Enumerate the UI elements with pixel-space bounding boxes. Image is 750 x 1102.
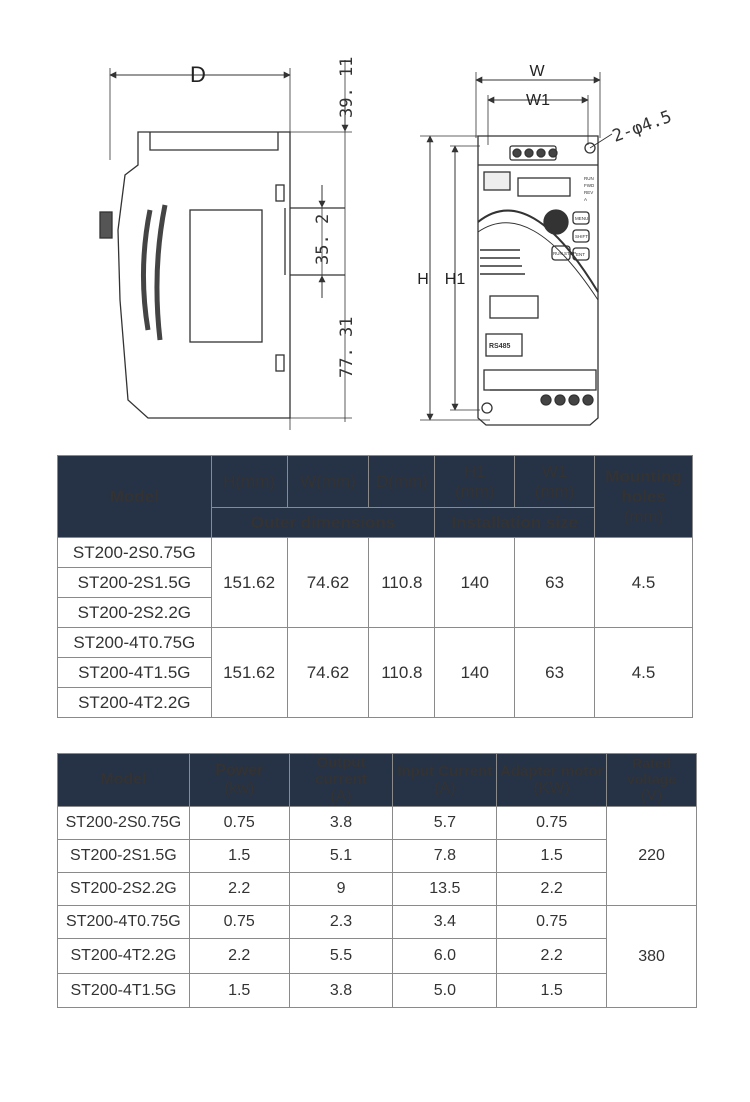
run-stop-button-label: RUN STOP	[553, 251, 577, 256]
t2-out-cell: 3.8	[289, 974, 393, 1008]
t1-w1-cell: 63	[515, 628, 595, 718]
t1-col-w1	[515, 456, 595, 508]
t2-motor-cell: 1.5	[497, 974, 607, 1008]
t2-col-out-unit: (A)	[330, 788, 352, 805]
t1-model-cell: ST200-2S1.5G	[58, 568, 212, 598]
t2-power-cell: 2.2	[189, 939, 289, 974]
electrical-table	[57, 753, 697, 1008]
t2-volt-cell: 220	[607, 807, 697, 906]
dim-39-11: 39. 11	[337, 56, 357, 118]
t2-out-cell: 5.5	[289, 939, 393, 974]
t2-power-cell: 1.5	[189, 840, 289, 873]
t1-col-mount-name2: holes	[621, 486, 666, 506]
t1-col-d: D(mm)	[369, 456, 435, 508]
t1-model-cell: ST200-2S2.2G	[58, 598, 212, 628]
led-run: RUN	[584, 176, 594, 181]
t1-col-h1-name: H1	[463, 461, 486, 481]
t2-model-cell: ST200-2S0.75G	[58, 807, 190, 840]
t2-motor-cell: 2.2	[497, 873, 607, 906]
t2-motor-cell: 2.2	[497, 939, 607, 974]
t2-col-motor	[497, 754, 607, 807]
t2-volt-cell: 380	[607, 906, 697, 1008]
led-rev: REV	[584, 190, 594, 195]
t1-h-cell: 151.62	[211, 538, 287, 628]
t1-col-w: W(mm)	[287, 456, 369, 508]
t1-col-mount	[595, 456, 693, 538]
t1-d-cell: 110.8	[369, 538, 435, 628]
t2-col-in	[393, 754, 497, 807]
t2-col-power-unit: (kw)	[224, 780, 255, 797]
t2-out-cell: 2.3	[289, 906, 393, 939]
t1-model-cell: ST200-4T0.75G	[58, 628, 212, 658]
t2-out-cell: 5.1	[289, 840, 393, 873]
t2-out-cell: 9	[289, 873, 393, 906]
t2-in-cell: 5.7	[393, 807, 497, 840]
t1-col-h1-unit: (mm)	[454, 481, 495, 501]
inner-height-label: H1	[444, 271, 466, 288]
t2-col-motor-name: Adapter motor	[500, 762, 604, 780]
t2-in-cell: 6.0	[393, 939, 497, 974]
width-label: W	[529, 63, 545, 80]
t2-power-cell: 0.75	[189, 906, 289, 939]
t2-col-in-name: Input Current	[397, 762, 493, 780]
holes-label: 2-φ4.5	[609, 106, 675, 147]
led-a: A	[584, 197, 588, 202]
t2-model-cell: ST200-4T2.2G	[58, 939, 190, 974]
t1-holes-cell: 4.5	[595, 538, 693, 628]
t2-col-motor-unit: (KW)	[533, 779, 570, 797]
t1-h1-cell: 140	[435, 538, 515, 628]
dim-35-2: 35. 2	[313, 213, 333, 265]
dimension-drawing	[0, 0, 750, 440]
menu-button-label: MENU	[575, 216, 589, 221]
t1-col-w1-name: W1	[541, 461, 568, 481]
inner-width-label: W1	[526, 92, 550, 109]
t1-model-cell: ST200-4T2.2G	[58, 688, 212, 718]
t2-col-power	[189, 754, 289, 807]
t1-col-h1	[435, 456, 515, 508]
t1-h-cell: 151.62	[211, 628, 287, 718]
t2-col-in-unit: (A)	[434, 779, 456, 797]
dim-77-31: 77. 31	[337, 316, 357, 378]
t2-in-cell: 3.4	[393, 906, 497, 939]
t2-out-cell: 3.8	[289, 807, 393, 840]
t2-motor-cell: 0.75	[497, 807, 607, 840]
t1-col-h: H(mm)	[211, 456, 287, 508]
t2-motor-cell: 1.5	[497, 840, 607, 873]
t2-model-cell: ST200-2S2.2G	[58, 873, 190, 906]
depth-label: D	[190, 62, 206, 87]
t1-col-w1-unit: (mm)	[534, 481, 575, 501]
t2-in-cell: 13.5	[393, 873, 497, 906]
t1-model-header: Model	[58, 456, 212, 538]
t1-model-cell: ST200-2S0.75G	[58, 538, 212, 568]
t2-power-cell: 1.5	[189, 974, 289, 1008]
t2-power-cell: 2.2	[189, 873, 289, 906]
height-label: H	[417, 271, 429, 288]
rs485-label: RS485	[489, 343, 511, 350]
t1-group-install: Installation size	[435, 508, 595, 538]
t2-col-volt	[607, 754, 697, 807]
t2-motor-cell: 0.75	[497, 906, 607, 939]
t2-in-cell: 5.0	[393, 974, 497, 1008]
t1-w-cell: 74.62	[287, 538, 369, 628]
ent-button-label: ENT	[576, 252, 585, 257]
t1-w-cell: 74.62	[287, 628, 369, 718]
t1-col-mount-unit: (mm)	[623, 506, 664, 526]
t2-power-cell: 0.75	[189, 807, 289, 840]
t1-h1-cell: 140	[435, 628, 515, 718]
t1-group-outer: Outer dimensions	[211, 508, 435, 538]
t1-col-mount-name1: Mounting	[605, 466, 682, 486]
t2-col-volt-unit: (V)	[640, 787, 663, 804]
t1-holes-cell: 4.5	[595, 628, 693, 718]
t2-model-cell: ST200-4T0.75G	[58, 906, 190, 939]
led-fwd: FWD	[584, 183, 595, 188]
t2-model-cell: ST200-2S1.5G	[58, 840, 190, 873]
t2-model-cell: ST200-4T1.5G	[58, 974, 190, 1008]
front-view	[420, 72, 612, 425]
t1-d-cell: 110.8	[369, 628, 435, 718]
dimensions-table	[57, 455, 693, 718]
t2-col-out-name: Output current	[315, 754, 367, 788]
shift-button-label: SHIFT	[575, 234, 588, 239]
t2-col-power-name: Power	[215, 762, 264, 779]
t2-model-header: Model	[58, 754, 190, 807]
t1-model-cell: ST200-4T1.5G	[58, 658, 212, 688]
t2-in-cell: 7.8	[393, 840, 497, 873]
t2-col-volt-name: Rated voltage	[627, 755, 677, 787]
t1-w1-cell: 63	[515, 538, 595, 628]
t2-col-out	[289, 754, 393, 807]
